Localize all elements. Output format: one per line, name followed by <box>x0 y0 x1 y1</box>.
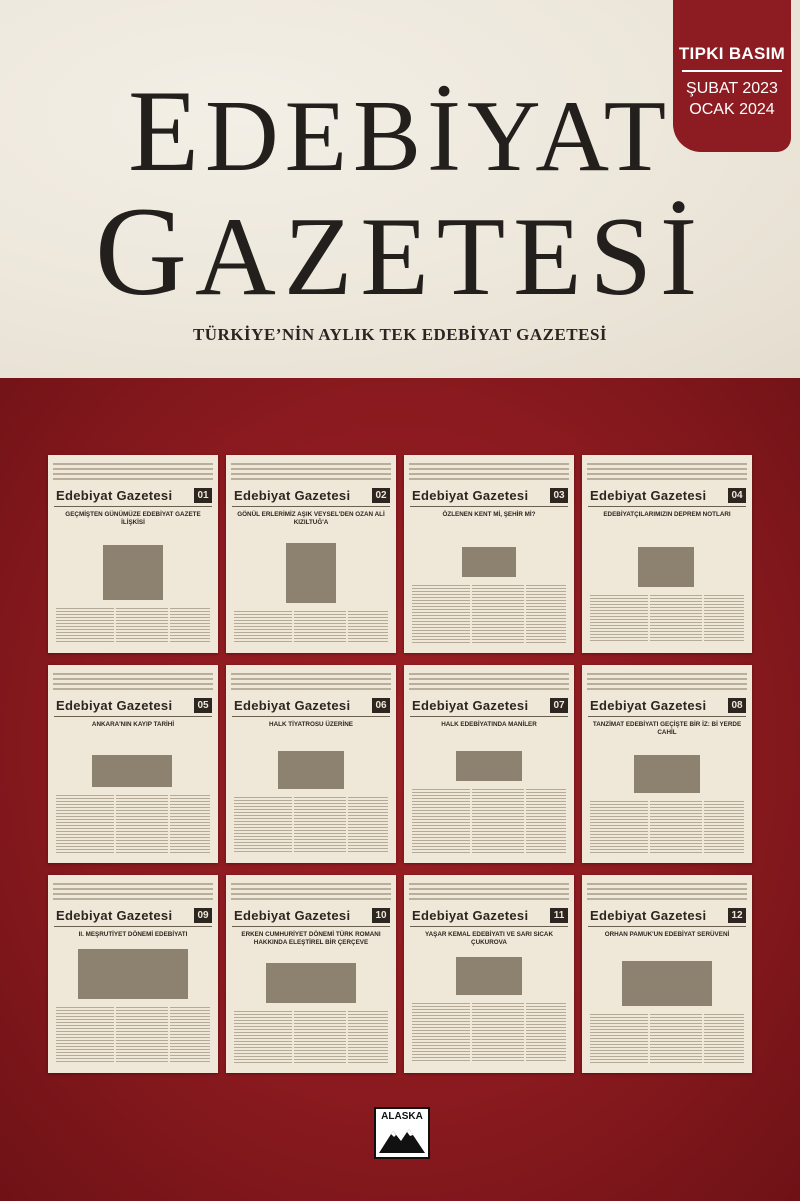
page-photo <box>266 963 356 1003</box>
newspaper-page-thumbnail <box>48 875 218 1073</box>
page-photo <box>78 949 188 999</box>
title-initial: E <box>127 67 206 196</box>
masthead-title: Edebiyat Gazetesi <box>234 488 351 503</box>
page-body-text <box>234 609 388 643</box>
page-photo <box>286 543 336 603</box>
page-body-text <box>234 795 388 853</box>
masthead-rule <box>54 926 212 927</box>
masthead-rule <box>232 716 390 717</box>
masthead-title: Edebiyat Gazetesi <box>412 698 529 713</box>
page-top-strip <box>53 880 213 906</box>
page-top-strip <box>53 460 213 486</box>
page-body-text <box>412 583 566 643</box>
masthead-title: Edebiyat Gazetesi <box>56 698 173 713</box>
column-gutter <box>168 793 170 853</box>
column-gutter <box>292 609 294 643</box>
page-headline: ÖZLENEN KENT Mİ, ŞEHİR Mİ? <box>442 511 536 518</box>
newspaper-page-thumbnail <box>582 875 752 1073</box>
masthead-title: Edebiyat Gazetesi <box>590 908 707 923</box>
page-number-badge: 12 <box>728 908 746 923</box>
page-photo <box>456 751 522 781</box>
masthead-title: Edebiyat Gazetesi <box>412 908 529 923</box>
page-masthead <box>404 698 574 714</box>
ribbon-divider <box>682 70 782 72</box>
page-body-text <box>56 1005 210 1063</box>
page-top-strip <box>231 460 391 486</box>
ribbon-date-end: OCAK 2024 <box>689 101 775 118</box>
page-number-badge: 06 <box>372 698 390 713</box>
masthead-rule <box>588 716 746 717</box>
column-gutter <box>648 799 650 853</box>
column-gutter <box>168 606 170 643</box>
newspaper-page-thumbnail <box>226 665 396 863</box>
masthead-title: Edebiyat Gazetesi <box>56 908 173 923</box>
newspaper-page-thumbnail <box>582 455 752 653</box>
page-body-text <box>234 1009 388 1063</box>
page-top-strip <box>587 670 747 696</box>
masthead-rule <box>232 926 390 927</box>
masthead-rule <box>232 506 390 507</box>
masthead-rule <box>54 506 212 507</box>
page-number-badge: 01 <box>194 488 212 503</box>
column-gutter <box>470 787 472 853</box>
page-headline: ERKEN CUMHURİYET DÖNEMİ TÜRK ROMANI HAKKINDA ELEŞTİREL BİR ÇERÇEVE <box>241 931 381 946</box>
masthead-title: Edebiyat Gazetesi <box>234 908 351 923</box>
title-rest: DEBİYAT <box>205 80 672 193</box>
page-body-text <box>56 793 210 853</box>
page-masthead <box>48 908 218 924</box>
masthead-title: Edebiyat Gazetesi <box>412 488 529 503</box>
newspaper-page-grid <box>48 455 752 1073</box>
page-headline: ANKARA'NIN KAYIP TARİHİ <box>91 721 175 728</box>
cover-subtitle: TÜRKİYE’NİN AYLIK TEK EDEBİYAT GAZETESİ <box>192 325 608 344</box>
page-masthead <box>48 488 218 504</box>
column-gutter <box>648 1012 650 1063</box>
page-headline: HALK TİYATROSU ÜZERİNE <box>269 721 353 728</box>
page-number-badge: 07 <box>550 698 568 713</box>
page-body-text <box>590 593 744 643</box>
page-masthead <box>226 908 396 924</box>
masthead-title: Edebiyat Gazetesi <box>234 698 351 713</box>
masthead-rule <box>588 506 746 507</box>
page-masthead <box>582 698 752 714</box>
page-number-badge: 08 <box>728 698 746 713</box>
column-gutter <box>292 795 294 853</box>
newspaper-page-thumbnail <box>404 665 574 863</box>
page-number-badge: 02 <box>372 488 390 503</box>
column-gutter <box>702 593 704 643</box>
column-gutter <box>346 795 348 853</box>
newspaper-page-thumbnail <box>226 455 396 653</box>
mountain-icon <box>379 1125 425 1153</box>
masthead-rule <box>588 926 746 927</box>
page-photo <box>103 545 163 600</box>
page-number-badge: 11 <box>550 908 568 923</box>
column-gutter <box>524 787 526 853</box>
publisher-logo-text: ALASKA <box>381 1111 423 1122</box>
page-photo <box>92 755 172 787</box>
cover-title-line2 <box>0 180 800 322</box>
page-top-strip <box>231 880 391 906</box>
page-headline: HALK EDEBİYATINDA MANİLER <box>441 721 537 728</box>
page-body-text <box>56 606 210 643</box>
newspaper-page-thumbnail <box>48 665 218 863</box>
page-photo <box>622 961 712 1006</box>
title-gazetesi <box>94 180 706 322</box>
column-gutter <box>168 1005 170 1063</box>
column-gutter <box>114 793 116 853</box>
newspaper-page-thumbnail <box>404 875 574 1073</box>
column-gutter <box>648 593 650 643</box>
column-gutter <box>470 583 472 643</box>
newspaper-page-thumbnail <box>582 665 752 863</box>
column-gutter <box>702 1012 704 1063</box>
page-masthead <box>582 908 752 924</box>
page-top-strip <box>409 880 569 906</box>
page-masthead <box>582 488 752 504</box>
masthead-rule <box>410 716 568 717</box>
masthead-title: Edebiyat Gazetesi <box>590 488 707 503</box>
masthead-rule <box>410 926 568 927</box>
title-edebiyat <box>127 67 672 196</box>
column-gutter <box>524 1001 526 1063</box>
column-gutter <box>292 1009 294 1063</box>
masthead-title: Edebiyat Gazetesi <box>56 488 173 503</box>
page-body-text <box>590 799 744 853</box>
ribbon-date-start: ŞUBAT 2023 <box>686 80 778 97</box>
page-headline: GÖNÜL ERLERİMİZ AŞIK VEYSEL'DEN OZAN ALİ KIZILTUĞ'A <box>237 511 385 526</box>
page-top-strip <box>409 670 569 696</box>
page-masthead <box>404 488 574 504</box>
newspaper-page-thumbnail <box>226 875 396 1073</box>
column-gutter <box>346 1009 348 1063</box>
page-headline: ORHAN PAMUK'UN EDEBİYAT SERÜVENİ <box>604 931 730 938</box>
publisher-logo <box>374 1107 430 1159</box>
newspaper-page-thumbnail <box>48 455 218 653</box>
page-top-strip <box>231 670 391 696</box>
page-top-strip <box>587 460 747 486</box>
page-top-strip <box>53 670 213 696</box>
page-headline: II. MEŞRUTİYET DÖNEMİ EDEBİYATI <box>78 931 188 938</box>
page-photo <box>278 751 344 789</box>
page-top-strip <box>409 460 569 486</box>
page-headline: GEÇMİŞTEN GÜNÜMÜZE EDEBİYAT GAZETE İLİŞKİSİ <box>65 511 201 526</box>
page-body-text <box>412 787 566 853</box>
page-masthead <box>404 908 574 924</box>
column-gutter <box>114 606 116 643</box>
title-rest: AZETESİ <box>195 195 706 319</box>
page-headline: TANZİMAT EDEBİYATI GEÇİŞTE BİR İZ: Bİ YERDE CAHİL <box>592 721 742 736</box>
masthead-title: Edebiyat Gazetesi <box>590 698 707 713</box>
column-gutter <box>524 583 526 643</box>
column-gutter <box>346 609 348 643</box>
masthead-rule <box>54 716 212 717</box>
column-gutter <box>114 1005 116 1063</box>
title-initial: G <box>94 180 196 322</box>
masthead-rule <box>410 506 568 507</box>
page-masthead <box>48 698 218 714</box>
page-masthead <box>226 488 396 504</box>
page-body-text <box>412 1001 566 1063</box>
column-gutter <box>470 1001 472 1063</box>
page-number-badge: 03 <box>550 488 568 503</box>
edition-ribbon <box>673 0 791 152</box>
page-top-strip <box>587 880 747 906</box>
page-photo <box>462 547 516 577</box>
page-headline: YAŞAR KEMAL EDEBİYATI VE SARI SICAK ÇUKUROVA <box>424 931 554 946</box>
page-number-badge: 10 <box>372 908 390 923</box>
column-gutter <box>702 799 704 853</box>
page-number-badge: 04 <box>728 488 746 503</box>
newspaper-page-thumbnail <box>404 455 574 653</box>
page-masthead <box>226 698 396 714</box>
ribbon-label: TIPKI BASIM <box>678 44 786 63</box>
page-number-badge: 09 <box>194 908 212 923</box>
page-photo <box>638 547 694 587</box>
page-body-text <box>590 1012 744 1063</box>
page-photo <box>456 957 522 995</box>
page-photo <box>634 755 700 793</box>
page-number-badge: 05 <box>194 698 212 713</box>
page-headline: EDEBİYATÇILARIMIZIN DEPREM NOTLARI <box>603 511 731 518</box>
